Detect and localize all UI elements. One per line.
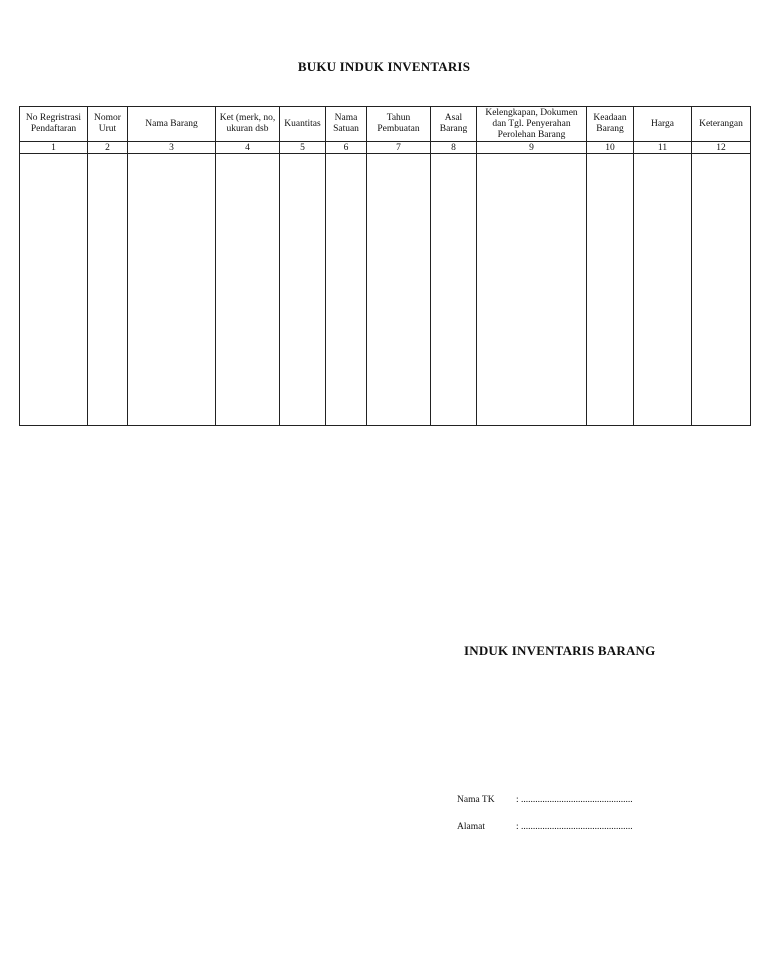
column-header-kelengkapan: Kelengkapan, Dokumen dan Tgl. Penyerahan Perolehan Barang — [477, 107, 587, 142]
table-cell — [634, 154, 692, 426]
column-header-asal-barang: Asal Barang — [431, 107, 477, 142]
column-header-keadaan-barang: Keadaan Barang — [587, 107, 634, 142]
nama-tk-field — [457, 795, 633, 805]
column-header-keterangan-merk: Ket (merk, no, ukuran dsb — [216, 107, 280, 142]
column-number: 12 — [692, 142, 751, 154]
column-number: 8 — [431, 142, 477, 154]
table-cell — [587, 154, 634, 426]
field-value: : ............................................... — [516, 795, 633, 805]
column-number: 7 — [367, 142, 431, 154]
column-header-keterangan: Keterangan — [692, 107, 751, 142]
field-label: Nama TK — [457, 795, 495, 805]
table-cell — [692, 154, 751, 426]
column-header-kuantitas: Kuantitas — [280, 107, 326, 142]
column-header-nomor-urut: Nomor Urut — [88, 107, 128, 142]
field-value: : ............................................... — [516, 822, 633, 832]
cover-title: INDUK INVENTARIS BARANG — [464, 643, 656, 658]
column-number: 10 — [587, 142, 634, 154]
column-number: 1 — [20, 142, 88, 154]
table-cell — [431, 154, 477, 426]
column-number: 6 — [326, 142, 367, 154]
column-number: 9 — [477, 142, 587, 154]
table-cell — [88, 154, 128, 426]
page-title: BUKU INDUK INVENTARIS — [297, 59, 471, 74]
inventory-table — [19, 106, 751, 426]
column-header-harga: Harga — [634, 107, 692, 142]
table-cell — [367, 154, 431, 426]
table-cell — [216, 154, 280, 426]
table-cell — [477, 154, 587, 426]
table-cell — [326, 154, 367, 426]
column-number-row — [20, 142, 751, 154]
table-row — [20, 154, 751, 426]
column-number: 2 — [88, 142, 128, 154]
column-number: 11 — [634, 142, 692, 154]
table-cell — [280, 154, 326, 426]
column-header-nama-barang: Nama Barang — [128, 107, 216, 142]
table-cell — [20, 154, 88, 426]
column-number: 3 — [128, 142, 216, 154]
field-label: Alamat — [457, 822, 485, 832]
table-cell — [128, 154, 216, 426]
column-header-no-registrasi: No Regristrasi Pendaftaran — [20, 107, 88, 142]
column-number: 4 — [216, 142, 280, 154]
table-header-row — [20, 107, 751, 142]
column-header-nama-satuan: Nama Satuan — [326, 107, 367, 142]
column-header-tahun-pembuatan: Tahun Pembuatan — [367, 107, 431, 142]
column-number: 5 — [280, 142, 326, 154]
alamat-field — [457, 822, 633, 832]
